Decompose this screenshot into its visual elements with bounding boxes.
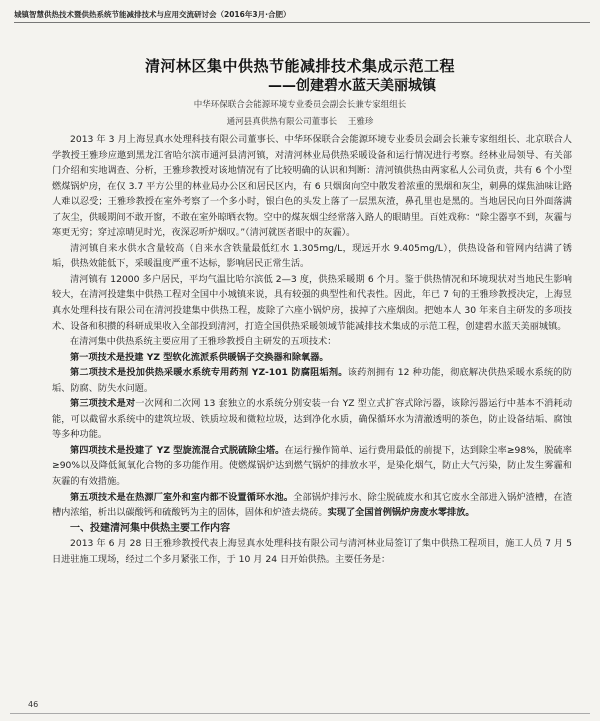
page-number: 46: [28, 700, 39, 709]
tech-item: [52, 396, 572, 443]
tech-lead: 第四项技术是投建了 YZ 型旋流混合式脱硫除尘塔。: [70, 444, 285, 456]
author-name: 王雅珍: [347, 117, 374, 127]
author-affiliation: 通河县真供热有限公司董事长: [226, 117, 338, 127]
author-affiliation: 中华环保联合会能源环境专业委员会副会长兼专家组组长: [193, 100, 407, 110]
tech-lead: 第二项技术是投加供热采暖水系统专用药剂 YZ-101 防腐阻垢剂。: [70, 367, 348, 379]
author-line: [0, 98, 600, 110]
tech-lead: 第三项技术是对: [70, 398, 136, 410]
body-paragraph: 清河镇自来水供水含量较高（自来水含铁量最低红水 1.305mg/L，现远开水 9.405mg/L），供热设备和管网内结满了锈垢，供热效能低下，采暖温度严重不达标，影响居民正常生活。: [52, 242, 572, 270]
tech-detail: 在运行操作简单、运行费用最低的前提下，达到除尘率≥98%，脱硫率≥90%以及降低氮氧化合物的多功能作用。使燃煤锅炉达到燃气锅炉的排放水平，是染化烟气，防止大气污染，防止发生雾霾和灰霾的有效措施。: [52, 444, 572, 488]
body-paragraph: 2013 年 3 月上海昱真水处理科技有限公司董事长、中华环保联合会能源环境专业委员会副会长兼专家组组长、北京联合人学教授王雅珍应邀到黑龙江省哈尔滨市通河县清河镇，对清河林业局供热采暖设备和运行情况进行考察。经林业局领导、有关部门介绍和实地调查、分析，王雅珍教授对该地情况有了比较明确的认识和判断：清河镇供热由两家私人公司负责，共有 6 个小型燃煤锅炉房，在仅 3.7 平方公里的林业局办公区和居民区内，有 6 只烟囱向空中散发着浓重的黑烟和灰尘，刺鼻的煤焦油味让路人难以忍受；王雅珍教授在室外考察了一个多小时，银白色的头发上落了一层黑灰渣，鼻孔里也是黑的。当地居民向日外面落满了灰尘，供暖期间不敢开窗，不敢在室外晾晒衣物。空中的煤灰烟尘经常落入路人的眼睛里。百姓戏称：“除尘器享不到，灰霾与寒更无穷；穿过凉晴见时光，夜深忍听炉烟叹。”（清河就医者眼中的灰霾）。: [52, 134, 572, 239]
author-line: [0, 115, 600, 127]
tech-item: [52, 350, 572, 366]
tech-item: [52, 490, 572, 521]
body-paragraph: 清河镇有 12000 多户居民，平均气温比哈尔滨低 2—3 度，供热采暖期 6 个月。鉴于供热情况和环境现状对当地民生影响较大，在清河投建集中供热工程对全国中小城镇来说，具有较强的典型性和代表性。因此，年已 7 旬的王雅珍教授决定，上海昱真水处理科技有限公司在清河投建集中供热工程，废除了六座小锅炉房，拔掉了六座烟囱。把她本人 30 年来自主研发的多项技术、设备和积攒的科研成果收入全部投到清河，打造全国供热采暖领域节能减排技术集成的示范工程，创建碧水蓝天美丽城镇。: [52, 273, 572, 332]
article-body: [52, 132, 572, 567]
tech-detail: 该药剂拥有 12 种功能，彻底解决供热采暖水系统的防垢、防腐、防失水问题。: [52, 367, 572, 394]
tech-item: [52, 443, 572, 490]
tech-lead: 第一项技术是投建 YZ 型软化流派系供暖锅子交换器和除氧器。: [70, 351, 329, 363]
tech-item: [52, 365, 572, 396]
tech-detail: 一次网和二次网 13 套独立的水系统分别安装一台 YZ 型立式扩容式除污器，该除污器运行中基本不消耗动能，可以截留水系统中的建筑垃圾、铁质垃圾和微粒垃圾，达到净化水质，确保循环水为清澈透明的茶色，防止设备结垢、腐蚀等多种功能。: [52, 398, 573, 441]
footer-divider: [10, 713, 590, 714]
header-divider: [14, 22, 590, 23]
body-paragraph: 2013 年 6 月 28 日王雅珍教授代表上海昱真水处理科技有限公司与清河林业局签订了集中供热工程项目，施工人员 7 月 5 日进驻施工现场，经过二个多月紧张工作，于 10 月 24 日开始供热。主要任务是：: [52, 538, 572, 565]
article-subtitle: ——创建碧水蓝天美丽城镇: [268, 78, 436, 94]
section-heading: 一、投建清河集中供热主要工作内容: [70, 522, 230, 534]
tech-lead: 第五项技术是在热源厂室外和室内都不设置循环水池。: [70, 491, 294, 503]
tech-detail: 全部锅炉排污水、除尘脱硫废水和其它废水全部进入锅炉渣槽，在渣槽内浓缩，析出以碳酸钙和硫酸钙为主的固体，固体和炉渣去烧砖。: [52, 491, 573, 519]
running-header: 城镇智慧供热技术暨供热系统节能减排技术与应用交流研讨会（2016年3月·合肥）: [14, 10, 291, 19]
tech-conclusion: 实现了全国首例锅炉房废水零排放。: [327, 507, 475, 519]
body-paragraph: 在清河集中供热系统主要应用了王雅珍教授自主研发的五项技术：: [70, 336, 337, 348]
article-title: 清河林区集中供热节能减排技术集成示范工程: [144, 57, 455, 75]
